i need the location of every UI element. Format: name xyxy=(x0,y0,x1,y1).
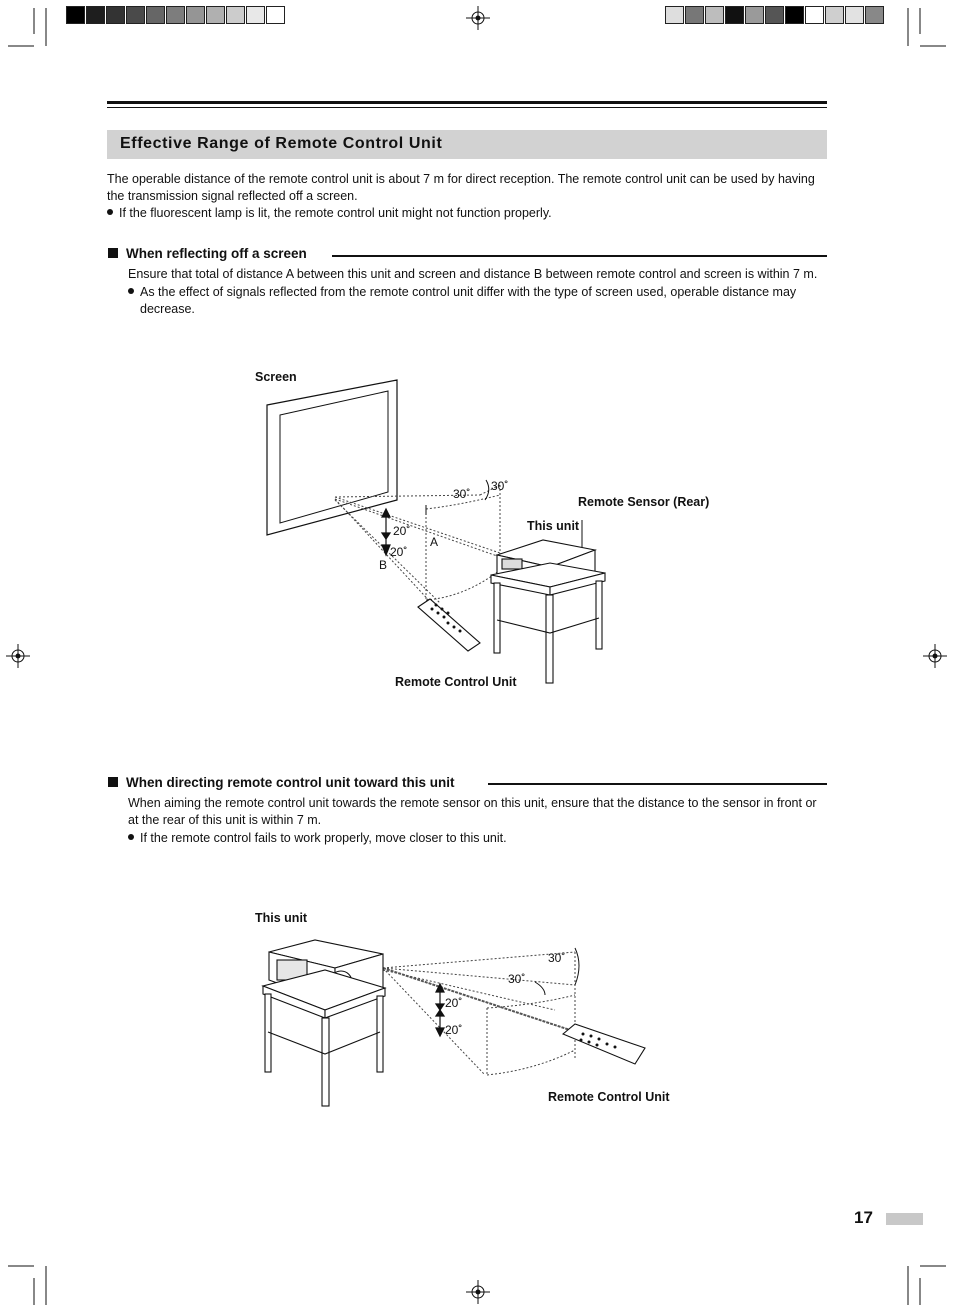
section-header-bar xyxy=(107,130,827,159)
intro-bullet-text: If the fluorescent lamp is lit, the remote control unit might not function properly. xyxy=(119,206,552,220)
reflect-heading-text: When reflecting off a screen xyxy=(126,246,307,261)
fig1-angle-20a: 20˚ xyxy=(393,524,411,538)
direct-heading-text: When directing remote control unit toward this unit xyxy=(126,775,455,790)
direct-heading xyxy=(108,775,455,790)
fig1-angle-30b: 30˚ xyxy=(491,479,509,493)
bullet-icon xyxy=(128,834,134,840)
fig2-angle-30a: 30˚ xyxy=(548,951,566,965)
direct-paragraph: When aiming the remote control unit towards the remote sensor on this unit, ensure that the distance to the sensor in front or at the rear of this unit is within 7 m. xyxy=(128,796,817,827)
table-illustration xyxy=(263,970,385,1106)
remote-illustration xyxy=(418,599,480,651)
bullet-icon xyxy=(107,209,113,215)
fig1-reflection-diagram xyxy=(250,375,650,695)
square-bullet-icon xyxy=(108,248,118,258)
reflect-heading-rule xyxy=(332,255,827,257)
reflect-heading xyxy=(108,246,307,261)
intro-bullet xyxy=(107,205,829,222)
fig2-angle-30b: 30˚ xyxy=(508,972,526,986)
fig2-remote-label: Remote Control Unit xyxy=(548,1090,670,1104)
fig1-dist-b: B xyxy=(379,558,388,572)
bullet-icon xyxy=(128,288,134,294)
header-rule-thin xyxy=(107,107,827,108)
direct-heading-rule xyxy=(488,783,827,785)
fig1-dist-a: A xyxy=(430,535,439,549)
reflect-paragraph: Ensure that total of distance A between this unit and screen and distance B between remote control and screen is within 7 m. xyxy=(128,267,818,281)
direct-bullet xyxy=(128,830,828,847)
fig1-remote-label: Remote Control Unit xyxy=(395,675,517,689)
square-bullet-icon xyxy=(108,777,118,787)
fig1-angle-20b: 20˚ xyxy=(390,545,408,559)
fig2-angle-20a: 20˚ xyxy=(445,996,463,1010)
table-illustration xyxy=(491,563,605,683)
reflect-bullet xyxy=(128,284,828,318)
fig1-unit-label: This unit xyxy=(527,519,580,533)
fig2-angle-20b: 20˚ xyxy=(445,1023,463,1037)
page-tab xyxy=(886,1213,923,1225)
direct-bullet-text: If the remote control fails to work properly, move closer to this unit. xyxy=(140,831,507,845)
fig2-unit-label: This unit xyxy=(255,911,308,925)
fig2-direct-diagram xyxy=(255,930,655,1110)
header-rule-thick xyxy=(107,101,827,104)
intro-paragraph: The operable distance of the remote control unit is about 7 m for direct reception. The remote control unit can be used by having the transmission signal reflected off a screen. xyxy=(107,172,815,203)
fig1-angle-30a: 30˚ xyxy=(453,487,471,501)
fig1-sensor-label: Remote Sensor (Rear) xyxy=(578,495,710,509)
fig1-screen-label: Screen xyxy=(255,370,297,384)
page-number: 17 xyxy=(854,1208,873,1227)
section-title: Effective Range of Remote Control Unit xyxy=(120,135,443,152)
reflect-bullet-text: As the effect of signals reflected from the remote control unit differ with the type of screen used, operable distance may decrease. xyxy=(140,285,797,316)
